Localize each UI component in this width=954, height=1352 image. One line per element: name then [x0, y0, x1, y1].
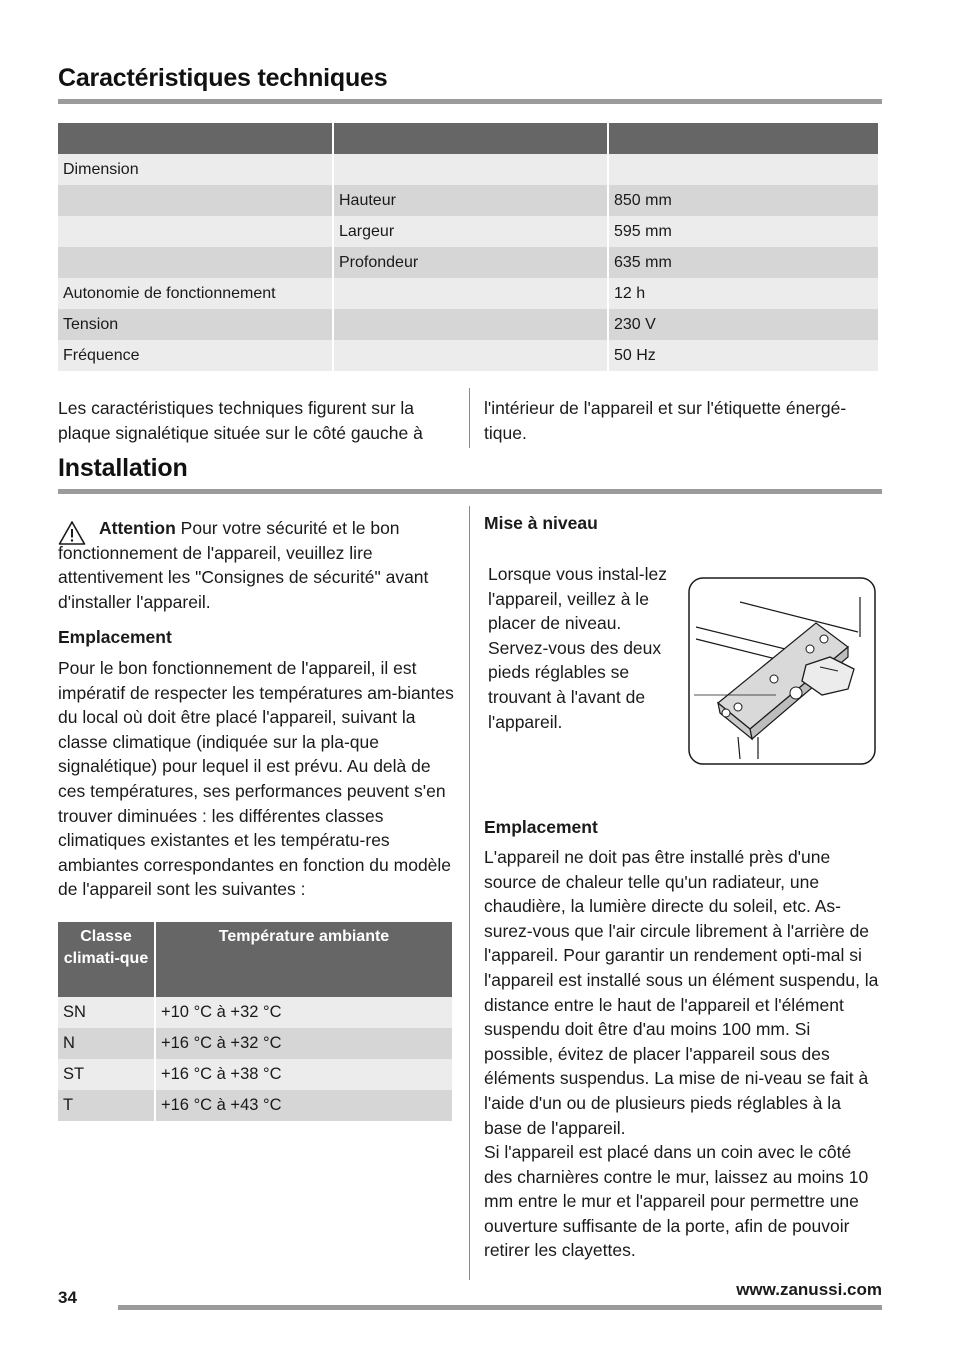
- emplacement-heading-right: Emplacement: [484, 817, 598, 837]
- table-cell: Dimension: [58, 154, 332, 185]
- table-cell: [334, 154, 607, 185]
- table-cell: [58, 247, 332, 278]
- table-cell: 595 mm: [609, 216, 878, 247]
- table-cell: [334, 309, 607, 340]
- specs-note-left: Les caractéristiques techniques figurent sur la plaque signalétique située sur le côté gauche à: [58, 398, 423, 443]
- climate-header-class: Classe climati-que: [58, 922, 154, 997]
- table-cell: [58, 185, 332, 216]
- emplacement-text-right: L'appareil ne doit pas être installé près d'une source de chaleur telle qu'un radiateur, une chaudière, la lumière directe du soleil, etc. As-surez-vous que l'air circule librement à l'arrière de l'appareil. Pour garantir un rendement opti-mal si l'appareil est installé sous un élément suspendu, la distance entre le haut de l'appareil et l'élément suspendu doit être d'au moins 100 mm. Si possible, évitez de placer l'appareil sous des éléments suspendus. La mise de ni-veau se fait à l'aide d'un ou de plusieurs pieds réglables à la base de l'appareil.: [484, 847, 879, 1138]
- table-cell: 635 mm: [609, 247, 878, 278]
- column-divider: [469, 388, 470, 448]
- table-cell: Tension: [58, 309, 332, 340]
- table-cell: 12 h: [609, 278, 878, 309]
- specs-note-right: l'intérieur de l'appareil et sur l'étiquette énergé-tique.: [484, 398, 847, 443]
- footer-rule: [118, 1305, 882, 1310]
- attention-text: Pour votre sécurité et le bon fonctionnement de l'appareil, veuillez lire attentivement les "Consignes de sécurité" avant d'installer l'appareil.: [58, 518, 429, 612]
- column-divider: [469, 506, 470, 1280]
- table-cell: [334, 340, 607, 371]
- table-cell: +10 °C à +32 °C: [156, 997, 452, 1028]
- mise-a-niveau-heading: Mise à niveau: [484, 513, 598, 533]
- table-row: [58, 1028, 452, 1059]
- mise-a-niveau-text: Lorsque vous instal-lez l'appareil, veillez à le placer de niveau. Servez-vous des deux pieds réglables se trouvant à l'avant de l'appareil.: [488, 564, 667, 732]
- table-cell: N: [58, 1028, 154, 1059]
- table-row: [58, 309, 878, 340]
- table-cell: Autonomie de fonctionnement: [58, 278, 332, 309]
- table-cell: [334, 278, 607, 309]
- table-row: [58, 216, 878, 247]
- climate-table: [56, 922, 454, 1121]
- table-cell: Profondeur: [334, 247, 607, 278]
- section-title-installation: Installation: [58, 454, 188, 482]
- table-row: [58, 185, 878, 216]
- table-row: [58, 340, 878, 371]
- table-row: [58, 278, 878, 309]
- table-cell: 230 V: [609, 309, 878, 340]
- table-cell: ST: [58, 1059, 154, 1090]
- table-cell: [58, 216, 332, 247]
- table-cell: +16 °C à +32 °C: [156, 1028, 452, 1059]
- footer-url[interactable]: www.zanussi.com: [736, 1280, 882, 1299]
- section-title-specs: Caractéristiques techniques: [58, 64, 388, 92]
- leveling-foot-illustration: [688, 577, 876, 765]
- table-cell: 850 mm: [609, 185, 878, 216]
- table-cell: +16 °C à +38 °C: [156, 1059, 452, 1090]
- table-cell: +16 °C à +43 °C: [156, 1090, 452, 1121]
- table-row: [58, 247, 878, 278]
- table-row: [58, 154, 878, 185]
- attention-paragraph: [58, 516, 456, 614]
- page-number: 34: [58, 1288, 77, 1307]
- table-row: [58, 997, 452, 1028]
- table-header-row: [58, 123, 878, 154]
- table-cell: Fréquence: [58, 340, 332, 371]
- table-cell: SN: [58, 997, 154, 1028]
- climate-header-temperature: Température ambiante: [156, 922, 452, 997]
- table-cell: Largeur: [334, 216, 607, 247]
- emplacement-heading-left: Emplacement: [58, 627, 172, 647]
- table-row: [58, 1090, 452, 1121]
- table-cell: Hauteur: [334, 185, 607, 216]
- specs-table: [56, 123, 880, 371]
- section-rule: [58, 99, 882, 104]
- emplacement-text-right-2: Si l'appareil est placé dans un coin avec le côté des charnières contre le mur, laissez au moins 10 mm entre le mur et l'appareil pour permettre une ouverture suffisante de la porte, afin de pouvoir retirer les clayettes.: [484, 1142, 869, 1261]
- table-cell: T: [58, 1090, 154, 1121]
- section-rule: [58, 489, 882, 494]
- emplacement-text-left: Pour le bon fonctionnement de l'appareil, il est impératif de respecter les températures am-biantes du local où doit être placé l'appareil, suivant la classe climatique (indiquée sur la pla-que signalétique) pour lequel il est prévu. Au delà de ces températures, ses performances peuvent s'en trouver diminuées : les différentes classes climatiques existantes et les températu-res ambiantes correspondantes en fonction du modèle de l'appareil sont les suivantes :: [58, 658, 454, 900]
- table-cell: [609, 154, 878, 185]
- table-cell: 50 Hz: [609, 340, 878, 371]
- table-row: [58, 1059, 452, 1090]
- attention-label: Attention: [99, 518, 176, 538]
